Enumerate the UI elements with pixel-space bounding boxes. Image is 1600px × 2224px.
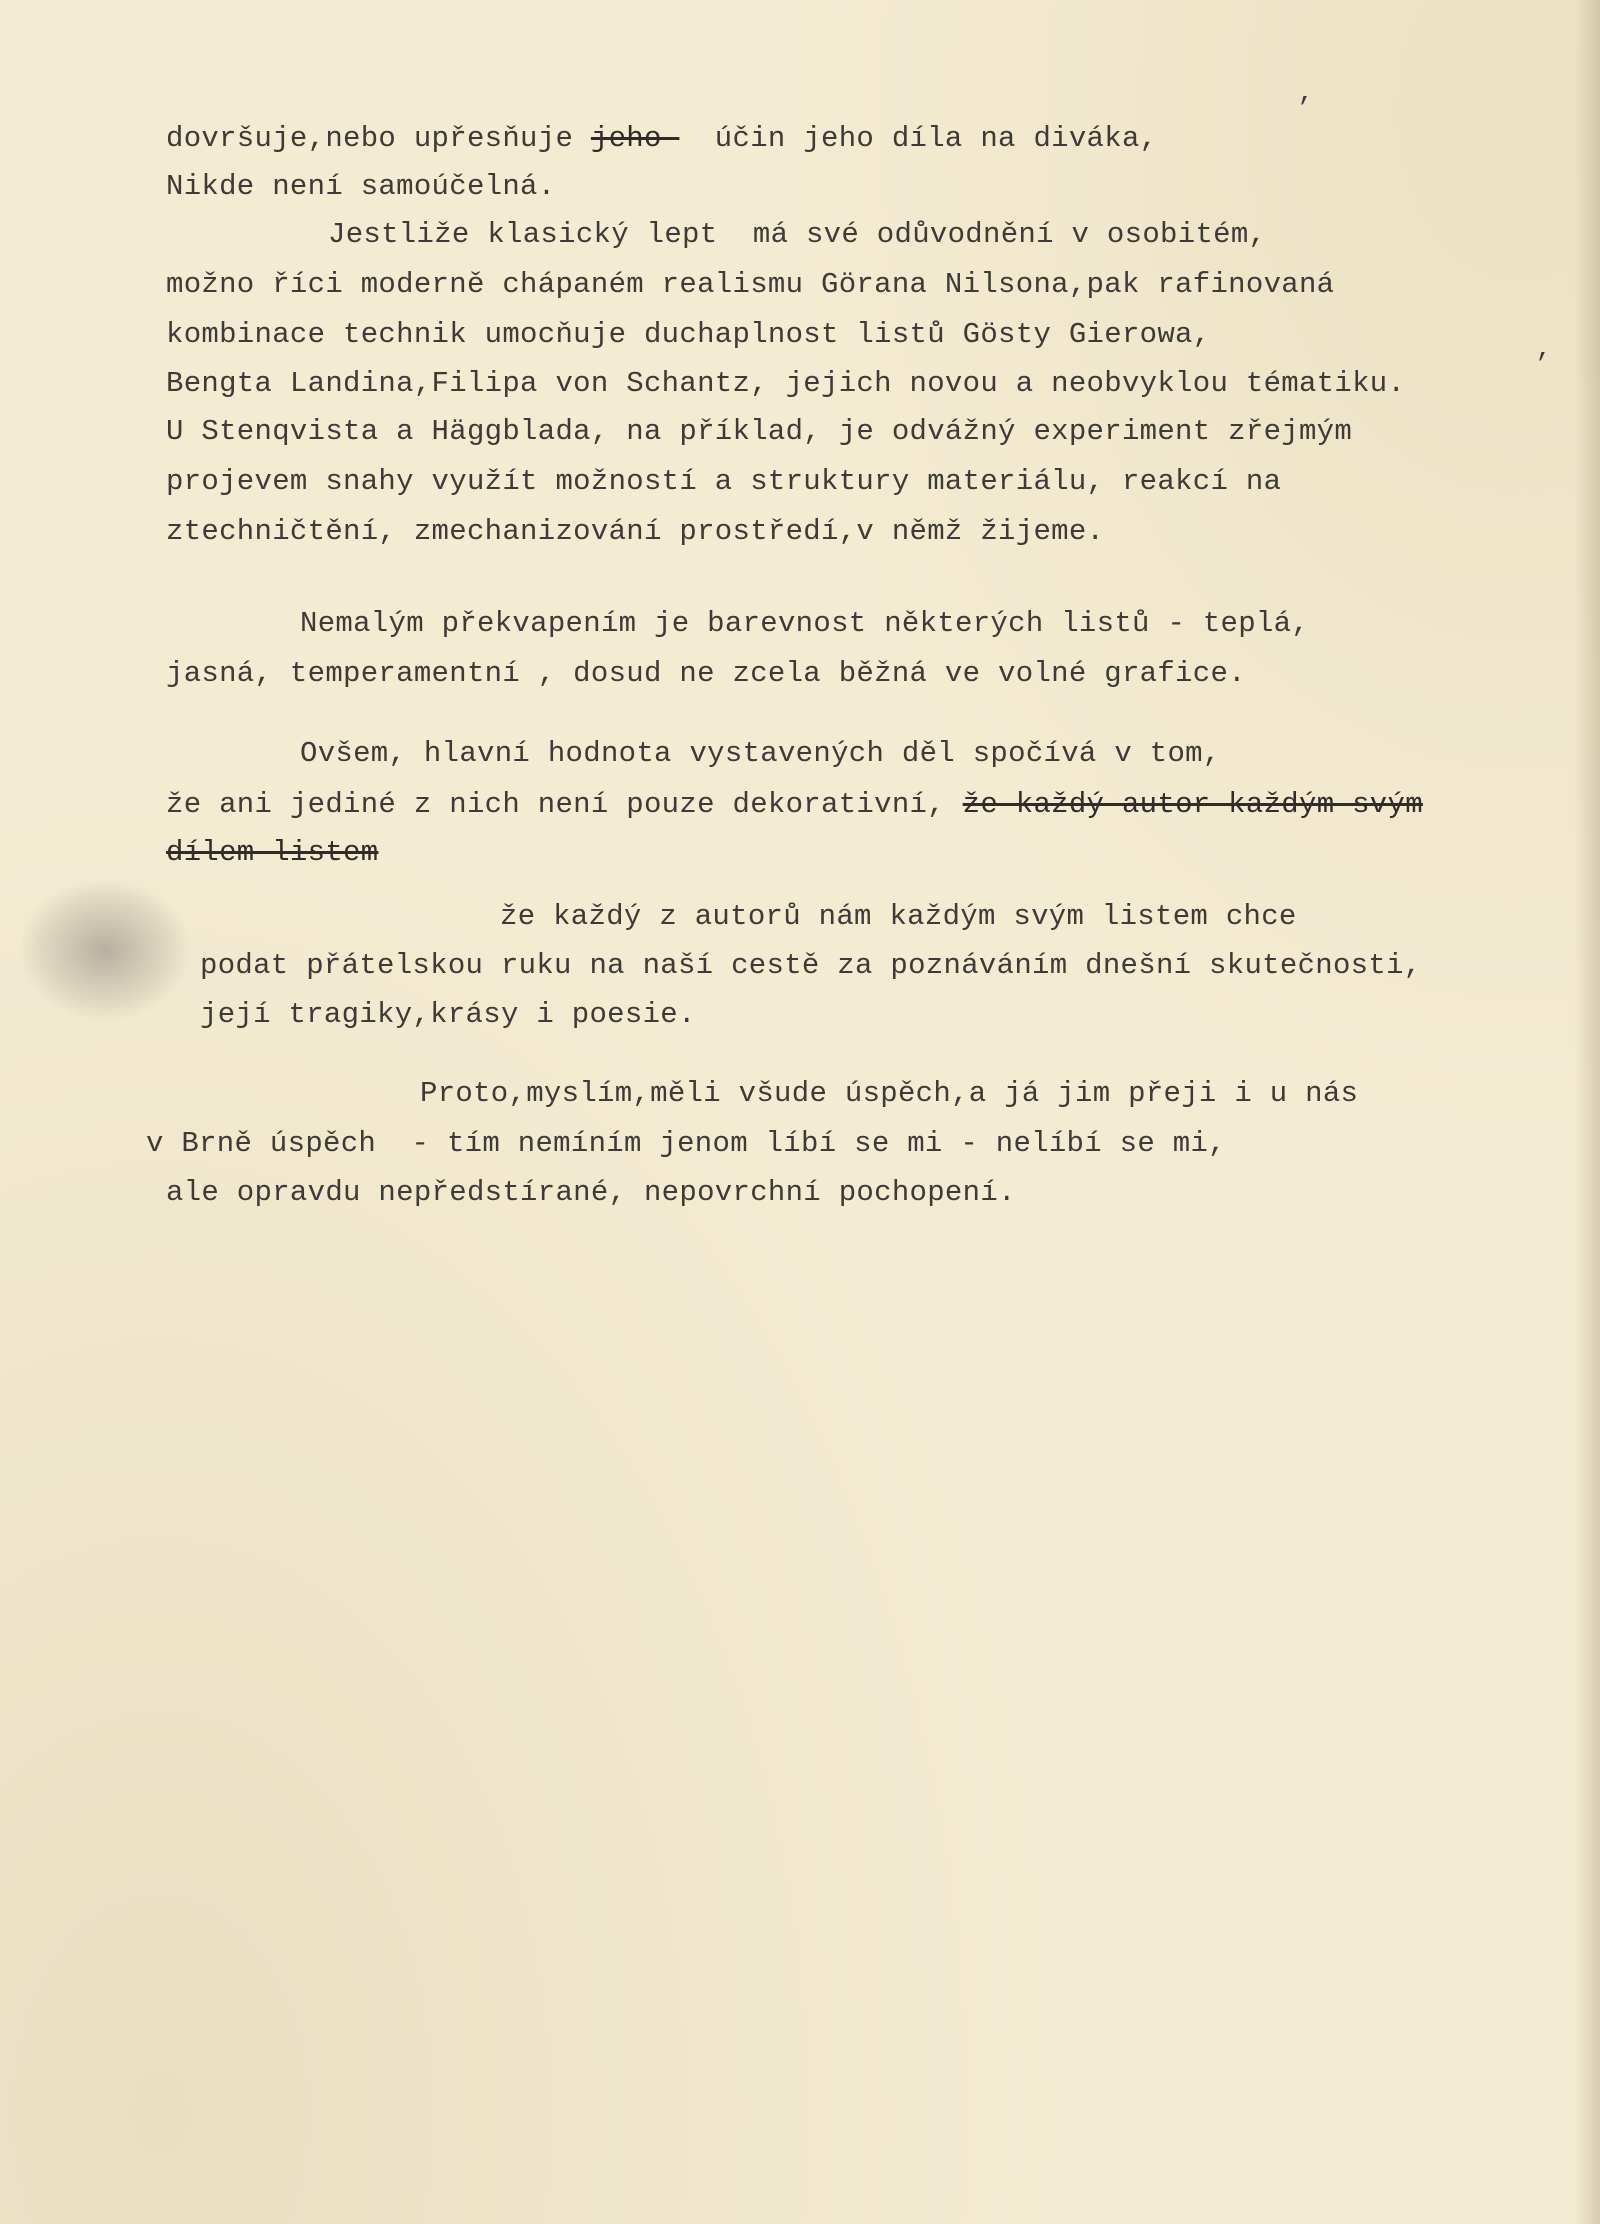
- text-line: projevem snahy využít možností a struktury materiálu, reakcí na: [166, 465, 1282, 498]
- text-segment: že ani jediné z nich není pouze dekorativní,: [166, 788, 963, 821]
- struck-text: dílem listem: [166, 836, 379, 869]
- text-line: možno říci moderně chápaném realismu Görana Nilsona,pak rafinovaná: [166, 268, 1335, 301]
- text-line: Jestliže klasický lept má své odůvodnění v osobitém,: [328, 218, 1267, 251]
- text-line: Bengta Landina,Filipa von Schantz, jejich novou a neobvyklou tématiku.: [166, 367, 1406, 400]
- text-line: [166, 788, 1423, 822]
- text-line: Nemalým překvapením je barevnost některých listů - teplá,: [300, 607, 1310, 640]
- text-segment: dovršuje,nebo upřesňuje: [166, 122, 591, 155]
- text-line: ztechničtění, zmechanizování prostředí,v němž žijeme.: [166, 515, 1105, 548]
- text-segment: účin jeho díla na diváka,: [679, 122, 1158, 155]
- text-line: že každý z autorů nám každým svým listem chce: [500, 900, 1297, 933]
- paper-edge-shadow: [1574, 0, 1600, 2224]
- text-line: U Stenqvista a Häggblada, na příklad, je odvážný experiment zřejmým: [166, 415, 1353, 448]
- text-line: Nikde není samoúčelná.: [166, 170, 556, 203]
- text-line: ale opravdu nepředstírané, nepovrchní pochopení.: [166, 1176, 1016, 1209]
- text-line: kombinace technik umocňuje duchaplnost listů Gösty Gierowa,: [166, 318, 1211, 351]
- struck-text: jeho-: [590, 122, 680, 155]
- accent-mark: ,: [1298, 78, 1314, 108]
- text-line: její tragiky,krásy i poesie.: [200, 998, 696, 1031]
- ink-smudge: [20, 880, 190, 1020]
- text-line: [166, 836, 378, 870]
- text-line: Ovšem, hlavní hodnota vystavených děl spočívá v tom,: [300, 737, 1221, 770]
- text-line: jasná, temperamentní , dosud ne zcela běžná ve volné grafice.: [166, 657, 1246, 690]
- text-line: Proto,myslím,měli všude úspěch,a já jim přeji i u nás: [420, 1077, 1359, 1110]
- accent-mark: ,: [1536, 334, 1552, 364]
- text-line: [166, 122, 1157, 156]
- struck-text: že každý autor každým svým: [962, 788, 1423, 821]
- text-line: podat přátelskou ruku na naší cestě za poznáváním dnešní skutečnosti,: [200, 949, 1422, 982]
- text-line: v Brně úspěch - tím nemíním jenom líbí se mi - nelíbí se mi,: [146, 1127, 1226, 1160]
